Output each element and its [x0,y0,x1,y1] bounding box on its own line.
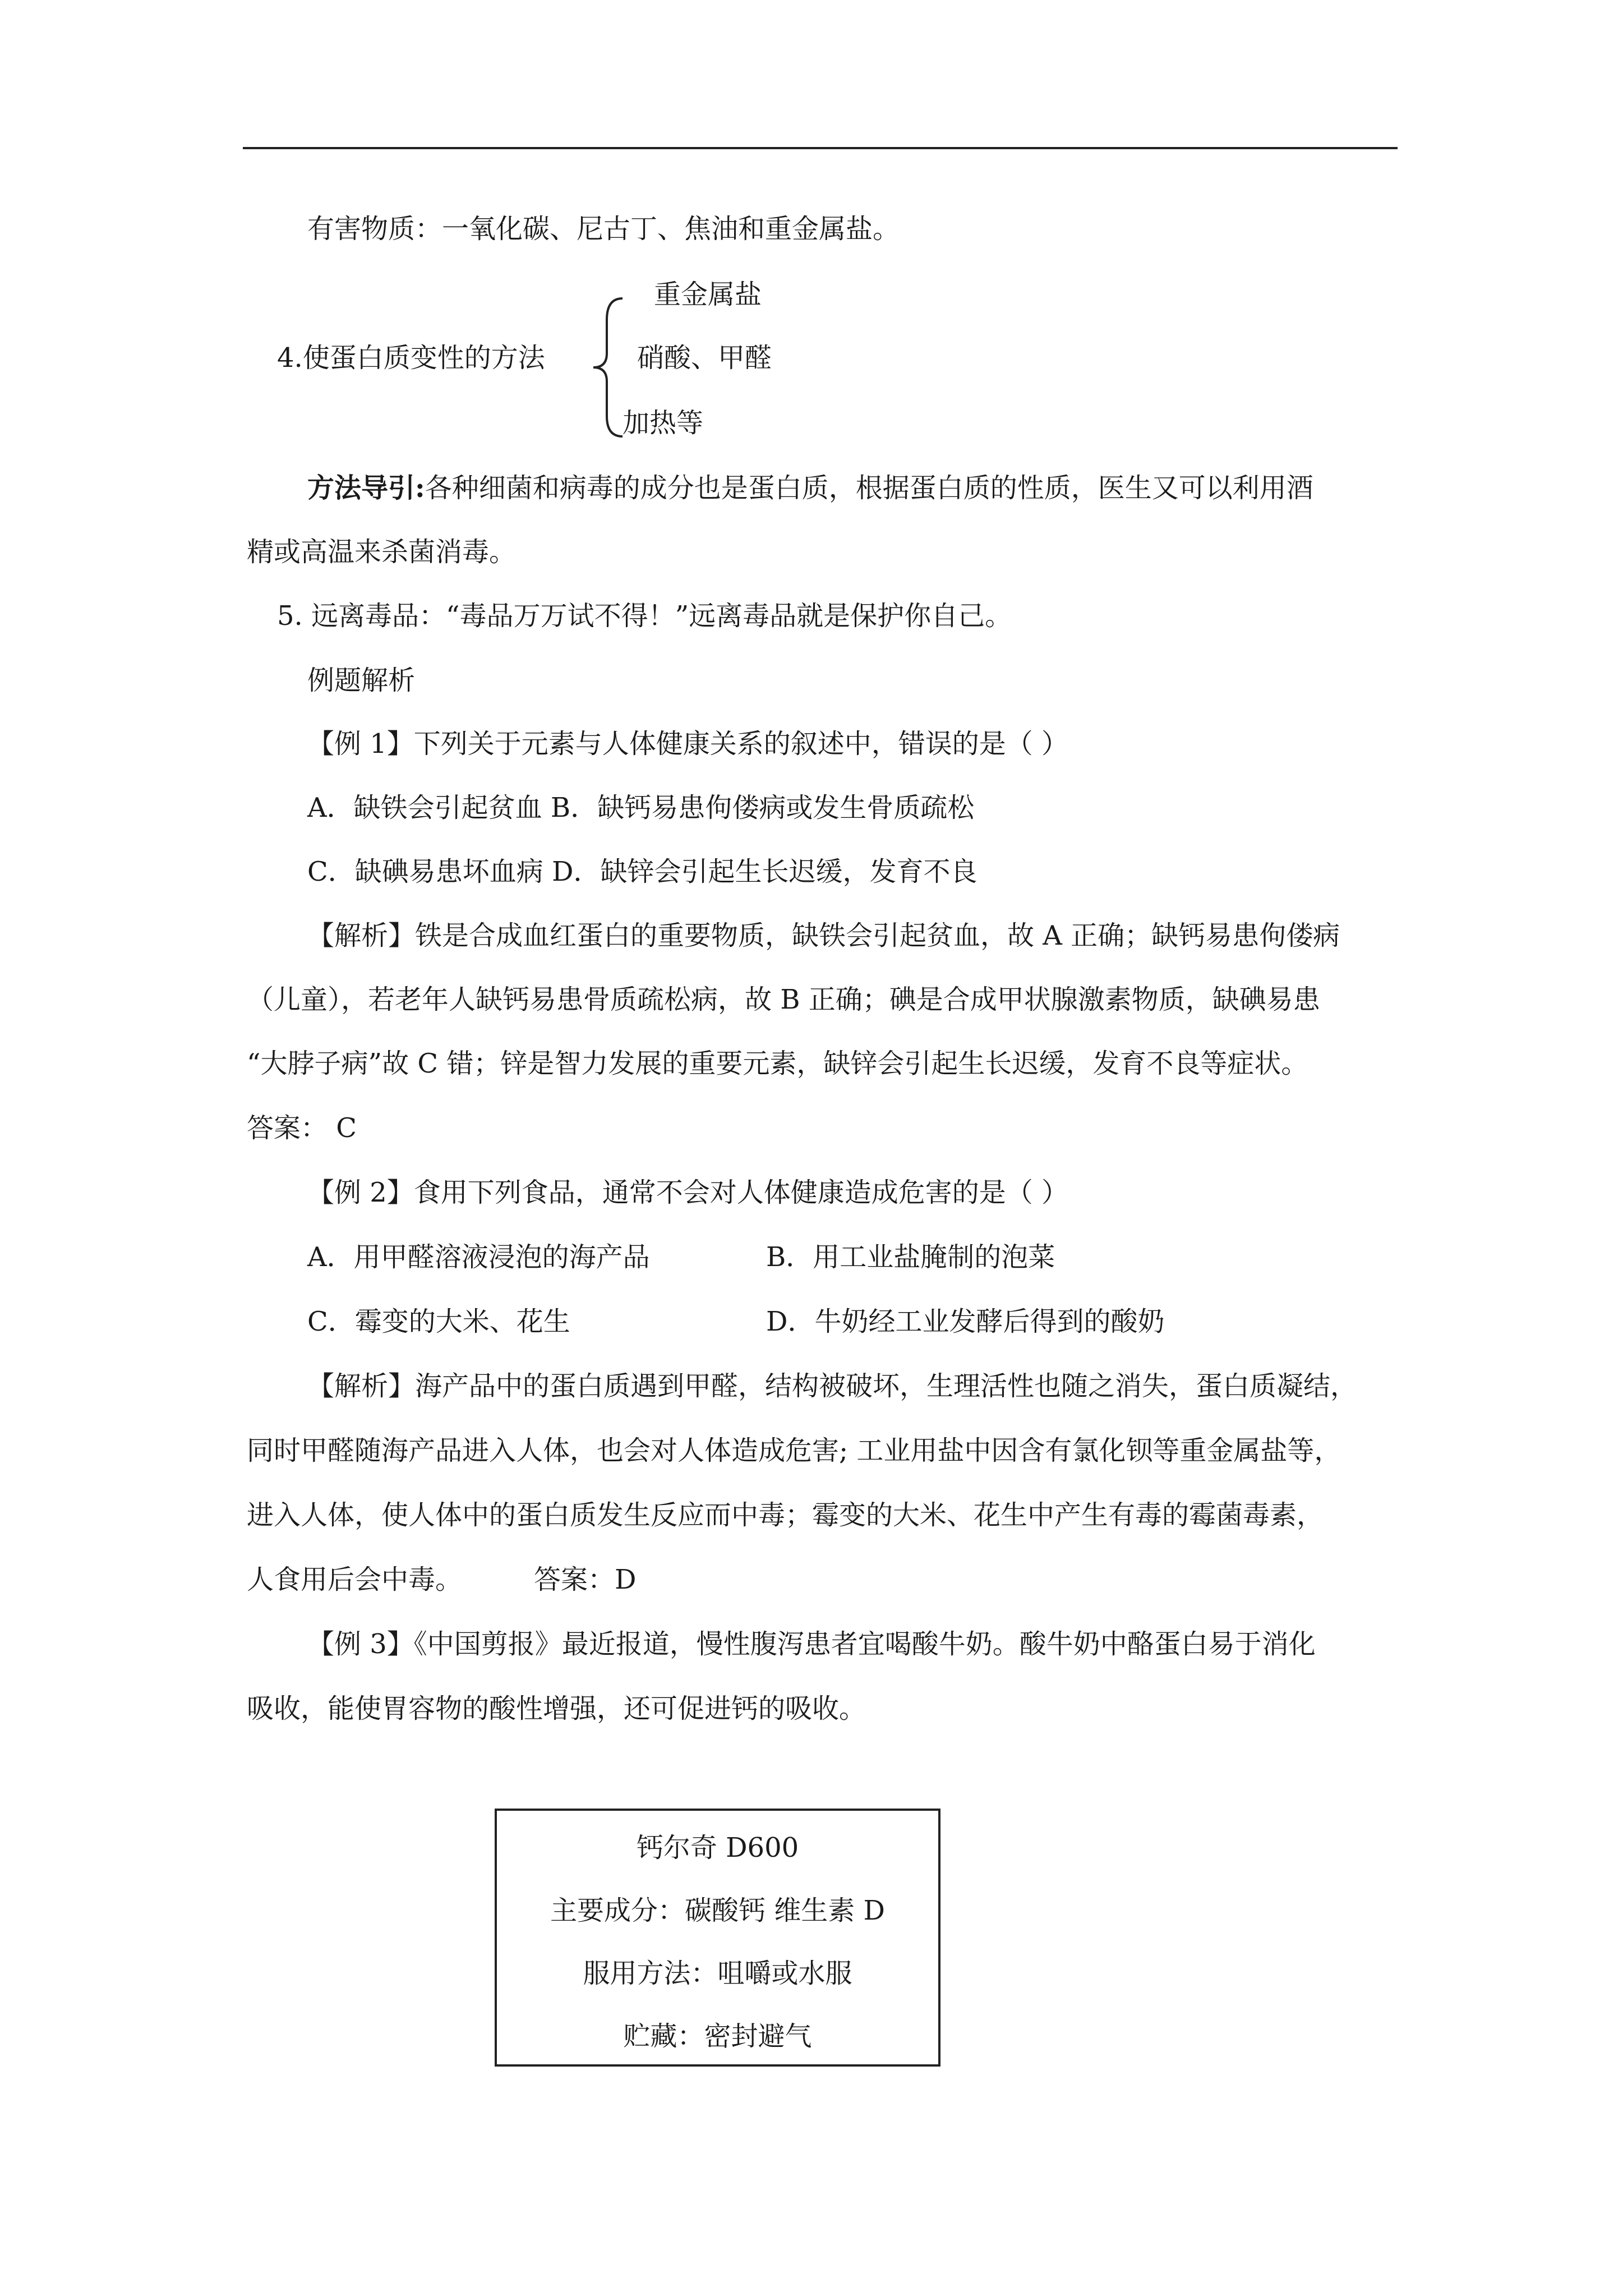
example1-analysis-2: （儿童），若老年人缺钙易患骨质疏松病，故 B 正确；碘是合成甲状腺激素物质，缺碘易患 [247,984,1320,1015]
harmful-substances-line: 有害物质：一氧化碳、尼古丁、焦油和重金属盐。 [307,213,900,245]
protein-denaturation-label: 4.使蛋白质变性的方法 [277,342,545,374]
method-guide-label: 方法导引: [307,472,425,504]
method-guide-line-1 [307,471,1313,505]
example2-option-b: B．用工业盐腌制的泡菜 [766,1241,1055,1273]
header-rule [243,147,1398,149]
example2-analysis-4: 人食用后会中毒。 [247,1564,463,1595]
example2-option-c: C．霉变的大米、花生 [307,1306,570,1337]
calcium-product-name: 钙尔奇 D600 [636,1832,799,1864]
example2-analysis-3: 进入人体，使人体中的蛋白质发生反应而中毒；霉变的大米、花生中产生有毒的霉菌毒素， [247,1499,1324,1531]
denaturation-option-nitric-formaldehyde: 硝酸、甲醛 [637,342,772,374]
calcium-product-usage: 服用方法：咀嚼或水服 [583,1958,852,1989]
example1-analysis-3: “大脖子病”故 C 错；锌是智力发展的重要元素，缺锌会引起生长迟缓，发育不良等症状。 [247,1048,1308,1079]
example2-analysis-2: 同时甲醛随海产品进入人体，也会对人体造成危害; 工业用盐中因含有氯化钡等重金属盐等， [247,1435,1341,1466]
example1-analysis-1: 【解析】铁是合成血红蛋白的重要物质，缺铁会引起贫血，故 A 正确；缺钙易患佝偻病 [307,920,1340,951]
curly-brace-icon [583,292,628,443]
example2-answer: 答案：D [534,1564,637,1595]
denaturation-option-heating: 加热等 [623,407,704,439]
example1-answer: 答案： C [247,1112,357,1144]
example2-question: 【例 2】食用下列食品，通常不会对人体健康造成危害的是（ ） [307,1177,1069,1208]
example3-text-1: 【例 3】《中国剪报》最近报道，慢性腹泻患者宜喝酸牛奶。酸牛奶中酪蛋白易于消化 [307,1628,1316,1660]
example1-question: 【例 1】下列关于元素与人体健康关系的叙述中，错误的是（ ） [307,728,1069,760]
example1-options-cd: C．缺碘易患坏血病 D．缺锌会引起生长迟缓，发育不良 [307,856,978,887]
item5-drugs-line: 5. 远离毒品：“毒品万万试不得！”远离毒品就是保护你自己。 [277,600,1012,632]
calcium-product-label-box [495,1809,940,2067]
example3-text-2: 吸收，能使胃容物的酸性增强，还可促进钙的吸收。 [247,1693,866,1724]
calcium-product-storage: 贮藏：密封避气 [623,2021,812,2052]
examples-heading: 例题解析 [307,665,416,696]
example1-options-ab: A．缺铁会引起贫血 B．缺钙易患佝偻病或发生骨质疏松 [307,792,975,823]
calcium-product-ingredients: 主要成分：碳酸钙 维生素 D [550,1895,885,1926]
method-guide-line-2: 精或高温来杀菌消毒。 [247,536,517,568]
example2-analysis-1: 【解析】海产品中的蛋白质遇到甲醛，结构被破坏，生理活性也随之消失，蛋白质凝结， [307,1370,1358,1402]
example2-option-d: D．牛奶经工业发酵后得到的酸奶 [766,1306,1165,1337]
method-guide-text: 各种细菌和病毒的成分也是蛋白质，根据蛋白质的性质，医生又可以利用酒 [425,472,1313,504]
denaturation-option-heavy-metal: 重金属盐 [654,279,762,310]
example2-option-a: A．用甲醛溶液浸泡的海产品 [307,1241,650,1273]
